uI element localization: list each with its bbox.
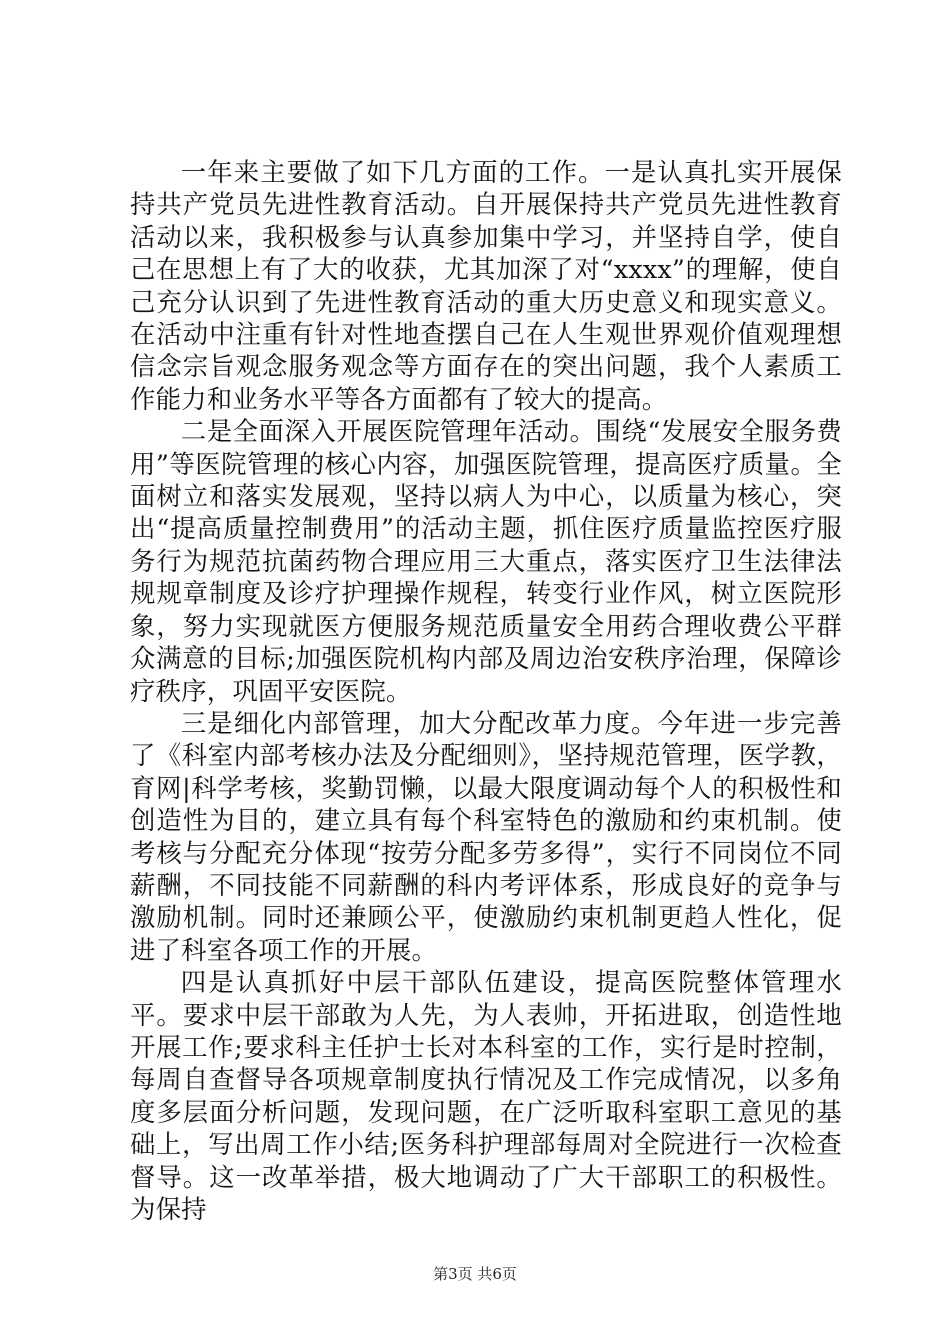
document-body [130,156,842,1225]
page-number-footer: 第3页 共6页 [433,1265,517,1283]
paragraph-hospital-management-year: 二是全面深入开展医院管理年活动。围绕“发展安全服务费用”等医院管理的核心内容，加强医院管理，提高医疗质量。全面树立和落实发展观，坚持以病人为中心，以质量为核心，突出“提高质量控制费用”的活动主题，抓住医疗质量监控医疗服务行为规范抗菌药物合理应用三大重点，落实医疗卫生法律法规规章制度及诊疗护理操作规程，转变行业作风，树立医院形象，努力实现就医方便服务规范质量安全用药合理收费公平群众满意的目标;加强医院机构内部及周边治安秩序治理，保障诊疗秩序，巩固平安医院。 [130,416,842,706]
paragraph-internal-management: 三是细化内部管理，加大分配改革力度。今年进一步完善了《科室内部考核办法及分配细则》，坚持规范管理，医学教，育网|科学考核，奖勤罚懒，以最大限度调动每个人的积极性和创造性为目的，建立具有每个科室特色的激励和约束机制。使考核与分配充分体现“按劳分配多劳多得”，实行不同岗位不同薪酬，不同技能不同薪酬的科内考评体系，形成良好的竞争与激励机制。同时还兼顾公平，使激励约束机制更趋人性化，促进了科室各项工作的开展。 [130,707,842,965]
paragraph-work-overview: 一年来主要做了如下几方面的工作。一是认真扎实开展保持共产党员先进性教育活动。自开展保持共产党员先进性教育活动以来，我积极参与认真参加集中学习，并坚持自学，使自己在思想上有了大的收获，尤其加深了对“xxxx”的理解，使自己充分认识到了先进性教育活动的重大历史意义和现实意义。在活动中注重有针对性地查摆自己在人生观世界观价值观理想信念宗旨观念服务观念等方面存在的突出问题，我个人素质工作能力和业务水平等各方面都有了较大的提高。 [130,157,842,414]
paragraph-middle-cadre-construction: 四是认真抓好中层干部队伍建设，提高医院整体管理水平。要求中层干部敢为人先，为人表帅，开拓进取，创造性地开展工作;要求科主任护士长对本科室的工作，实行是时控制，每周自查督导各项规章制度执行情况及工作完成情况，以多角度多层面分析问题，发现问题，在广泛听取科室职工意见的基础上，写出周工作小结;医务科护理部每周对全院进行一次检查督导。这一改革举措，极大地调动了广大干部职工的积极性。为保持 [130,967,842,1224]
